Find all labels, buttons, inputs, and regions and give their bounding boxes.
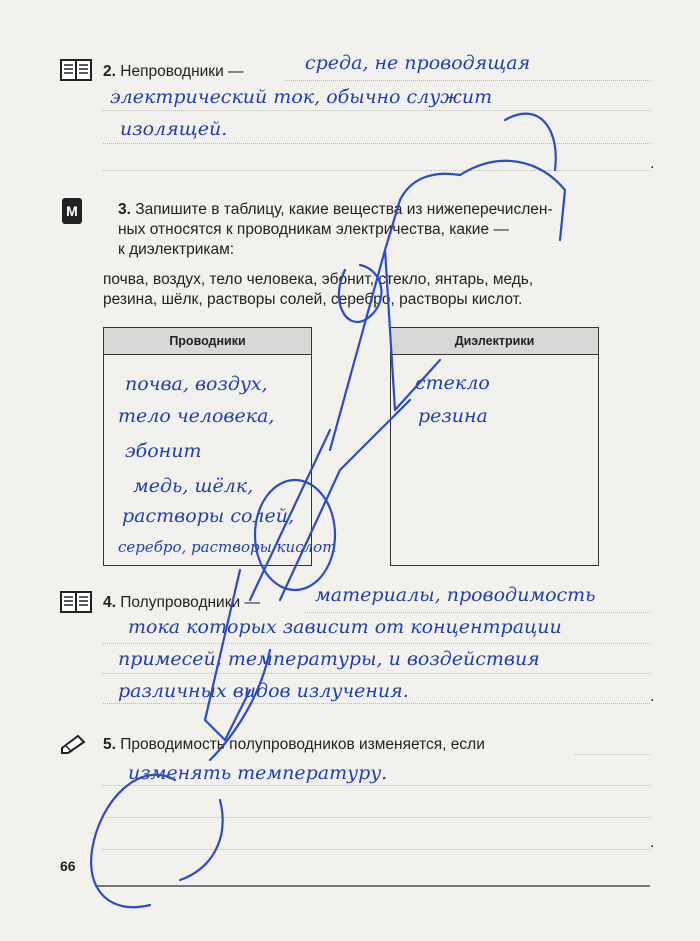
dielectrics-answer-1: стекло	[415, 372, 490, 394]
task-2-answer-line-3: изолящей.	[120, 118, 228, 140]
workbook-page: 2. Непроводники — среда, не проводящая электрический ток, обычно служит изолящей. . M 3. Запишите в таблицу, какие вещества из нижеперечислен- ных относятся к проводникам электричества, какие — к диэлектрикам: почва, воздух, тело человека, эбонит, стекло, янтарь, медь, резина, шёлк, растворы солей, серебро, растворы кислот. Проводники Диэлектрики почва, воздух, тело человека, эбонит медь, шёлк, растворы солей, серебро, растворы кислот стекло резина 4. Полупроводники — материалы, проводимость тока которых зависит от концентрации примесей, температуры, и воздействия различных видов излучения. . 5. Проводимость полупроводников изменяется, если изменять температуру. . 66	[0, 0, 700, 941]
task-2-answer-line-1: среда, не проводящая	[305, 52, 531, 74]
task-4-answer-line-1: материалы, проводимость	[315, 584, 596, 606]
task-4-answer-line-4: различных видов излучения.	[118, 680, 409, 702]
task-5-answer: изменять температуру.	[128, 762, 388, 784]
task-4-answer-line-2: тока которых зависит от концентрации	[128, 616, 562, 638]
dielectrics-header: Диэлектрики	[391, 328, 598, 355]
task-4-answer-line-3: примесей, температуры, и воздействия	[118, 648, 540, 670]
task-2-answer-line-2: электрический ток, обычно служит	[110, 86, 493, 108]
task-3-question: 3. Запишите в таблицу, какие вещества из нижеперечислен- ных относятся к проводникам электричества, какие — к диэлектрикам:	[118, 201, 553, 258]
m-badge-icon	[62, 198, 82, 229]
book-icon	[60, 590, 92, 619]
conductors-answer-3: эбонит	[125, 440, 202, 462]
conductors-header: Проводники	[104, 328, 311, 355]
conductors-answer-2: тело человека,	[118, 405, 275, 427]
task-4-label: 4. Полупроводники —	[103, 594, 260, 611]
svg-text:M: M	[66, 203, 78, 219]
conductors-answer-5: растворы солей,	[122, 505, 295, 527]
pencil-icon	[60, 734, 86, 759]
conductors-answer-6: серебро, растворы кислот	[118, 538, 337, 556]
conductors-answer-4: медь, шёлк,	[133, 475, 254, 497]
dielectrics-answer-2: резина	[418, 405, 488, 427]
book-icon	[60, 58, 92, 87]
dielectrics-table	[390, 327, 599, 566]
task-3-substance-list: почва, воздух, тело человека, эбонит, стекло, янтарь, медь, резина, шёлк, растворы солей, серебро, растворы кислот.	[103, 271, 534, 308]
task-5-question: 5. Проводимость полупроводников изменяется, если	[103, 736, 485, 753]
task-2-label: 2. Непроводники —	[103, 63, 244, 80]
conductors-answer-1: почва, воздух,	[125, 373, 268, 395]
page-number: 66	[60, 858, 76, 874]
